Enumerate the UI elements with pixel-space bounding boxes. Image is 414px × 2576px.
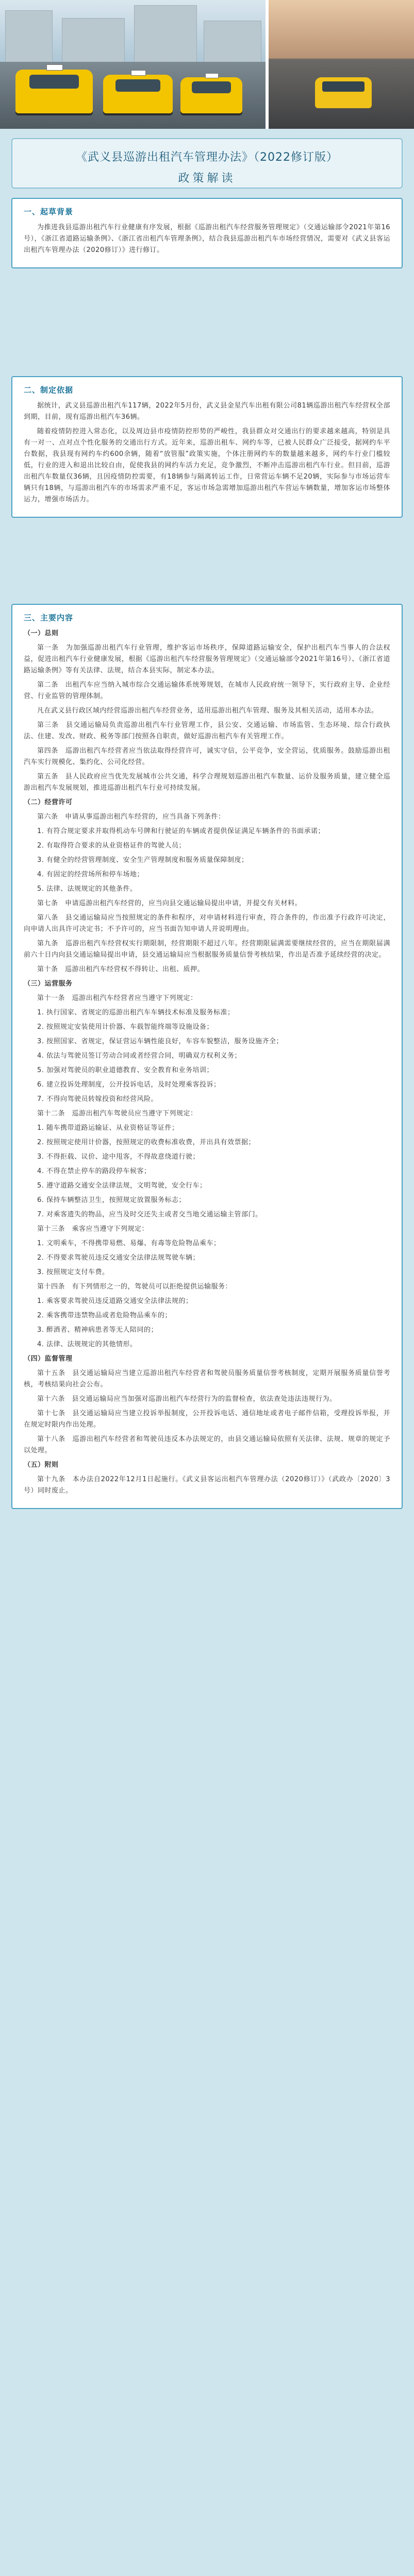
paragraph: 4. 不得在禁止停车的路段停车候客； bbox=[37, 1167, 151, 1175]
paragraph: 7. 不得向驾驶员转嫁投资和经营风险。 bbox=[37, 1095, 158, 1103]
paragraph: 3. 按照规定支付车费。 bbox=[37, 1268, 109, 1276]
paragraph: 7. 对乘客遗失的物品，应当及时交还失主或者交当地交通运输主管部门。 bbox=[37, 1211, 262, 1218]
paragraph: 1. 随车携带道路运输证、从业资格证等证件； bbox=[37, 1124, 179, 1132]
subsection-heading: （三）运营服务 bbox=[24, 980, 73, 988]
section-basis bbox=[11, 376, 403, 518]
subsection-heading: （五）附则 bbox=[24, 1461, 59, 1469]
paragraph: 据统计，武义县巡游出租汽车117辆，2022年5月份，武义县金星汽车出租有限公司81辆巡游出租汽车经营权全部到期，目前，现有巡游出租汽车36辆。 bbox=[24, 402, 390, 421]
paragraph: 第十四条 有下列情形之一的，驾驶员可以拒绝提供运输服务： bbox=[37, 1283, 233, 1291]
building bbox=[204, 21, 261, 68]
subsection-heading: （二）经营许可 bbox=[24, 799, 73, 806]
taxi-icon bbox=[103, 75, 173, 113]
taxi-photo bbox=[266, 0, 414, 129]
paragraph: 1. 执行国家、省规定的巡游出租汽车车辆技术标准及服务标准； bbox=[37, 1009, 235, 1016]
subsection-heading: （一）总则 bbox=[24, 630, 59, 637]
paragraph: 第十五条 县交通运输局应当建立巡游出租汽车经营者和驾驶员服务质量信誉考核制度，定期开展服务质量信誉考核，考核结果向社会公布。 bbox=[24, 1369, 390, 1388]
paragraph: 2. 不得要求驾驶员违反交通安全法律法规驾驶车辆； bbox=[37, 1254, 200, 1262]
paragraph: 第八条 县交通运输局应当按照规定的条件和程序，对申请材料进行审查，符合条件的，作出准予行政许可决定，向申请人出具许可决定书；不予许可的，应当书面告知申请人并说明理由。 bbox=[24, 914, 390, 933]
paragraph: 5. 遵守道路交通安全法律法规，文明驾驶，安全行车； bbox=[37, 1182, 207, 1190]
header-photo bbox=[0, 0, 414, 129]
paragraph: 3. 有健全的经营管理制度、安全生产管理制度和服务质量保障制度； bbox=[37, 856, 249, 864]
section-heading: 二、制定依据 bbox=[24, 385, 74, 395]
paragraph: 第十一条 巡游出租汽车经营者应当遵守下列规定： bbox=[37, 994, 197, 1002]
paragraph: 6. 保持车辆整洁卫生，按照规定放置服务标志； bbox=[37, 1196, 186, 1204]
paragraph: 2. 按照规定使用计价器，按照规定的收费标准收费，并出具有效票据； bbox=[37, 1139, 256, 1146]
paragraph: 4. 依法与驾驶员签订劳动合同或者经营合同，明确双方权利义务； bbox=[37, 1052, 242, 1060]
title-banner bbox=[11, 138, 403, 189]
paragraph: 第七条 申请巡游出租汽车经营的，应当向县交通运输局提出申请，并提交有关材料。 bbox=[37, 900, 302, 907]
taxi-icon bbox=[315, 77, 372, 108]
section-heading: 一、起草背景 bbox=[24, 207, 74, 216]
subsection-heading: （四）监督管理 bbox=[24, 1355, 73, 1363]
paragraph: 2. 有取得符合要求的从业资格证件的驾驶人员； bbox=[37, 842, 186, 850]
paragraph: 第十条 巡游出租汽车经营权不得转让、出租、质押。 bbox=[37, 965, 205, 973]
paragraph: 2. 按照规定安装使用计价器、车载智能终端等设施设备； bbox=[37, 1023, 214, 1031]
paragraph: 为推进我县巡游出租汽车行业健康有序发展，根据《巡游出租汽车经营服务管理规定》（交通运输部令2021年第16号），《浙江省道路运输条例》、《浙江省出租汽车管理条例》，结合我县巡游出租汽车市场经营情况，需要对《武义县客运出租汽车管理办法（2020修订）》进行修订。 bbox=[24, 224, 390, 254]
paragraph: 第一条 为加强巡游出租汽车行业管理，维护客运市场秩序，保障道路运输安全，保护出租汽车当事人的合法权益，促进出租汽车行业健康发展，根据《巡游出租汽车经营服务管理规定》（交通运输部令2021年第16号）、《浙江省道路运输条例》等有关法律、法规，结合本县实际，制定本办法。 bbox=[24, 644, 390, 674]
paragraph: 5. 法律、法规规定的其他条件。 bbox=[37, 885, 137, 893]
page-title: 《武义县巡游出租汽车管理办法》（2022修订版） bbox=[76, 151, 338, 164]
paragraph: 6. 建立投诉处理制度，公开投诉电话，及时处理乘客投诉； bbox=[37, 1081, 221, 1089]
paragraph: 3. 不得拒载、议价、途中甩客，不得故意绕道行驶； bbox=[37, 1153, 200, 1161]
paragraph: 第十二条 巡游出租汽车驾驶员应当遵守下列规定： bbox=[37, 1110, 197, 1117]
section-body bbox=[24, 628, 390, 1497]
paragraph: 第十三条 乘客应当遵守下列规定： bbox=[37, 1225, 149, 1233]
building bbox=[5, 10, 53, 68]
building bbox=[134, 5, 197, 68]
paragraph: 第十六条 县交通运输局应当加强对巡游出租汽车经营行为的监督检查，依法查处违法违规行为。 bbox=[37, 1395, 337, 1403]
taxi-icon bbox=[15, 70, 93, 113]
paragraph: 第二条 出租汽车应当纳入城市综合交通运输体系统筹规划，在城市人民政府统一领导下，实行政府主导、企业经营、行业监管的管理体制。 bbox=[24, 681, 390, 700]
paragraph: 5. 加强对驾驶员的职业道德教育、安全教育和业务培训； bbox=[37, 1066, 214, 1074]
paragraph: 第三条 县交通运输局负责巡游出租汽车行业管理工作，县公安、交通运输、市场监管、生态环境、综合行政执法、住建、发改、财政、税务等部门按照各自职责，做好巡游出租汽车有关管理工作。 bbox=[24, 721, 390, 740]
paragraph: 第九条 巡游出租汽车经营权实行期限制，经营期限不超过八年。经营期限届满需要继续经营的，应当在期限届满前六十日内向县交通运输局提出申请，县交通运输局应当根据服务质量信誉考核结果，作出是否准予延续经营的决定。 bbox=[24, 940, 390, 959]
paragraph: 第六条 申请从事巡游出租汽车经营的，应当具备下列条件： bbox=[37, 813, 225, 821]
paragraph: 第四条 巡游出租汽车经营者应当依法取得经营许可，诚实守信，公平竞争，安全营运，优质服务。鼓励巡游出租汽车实行规模化、集约化、公司化经营。 bbox=[24, 747, 390, 766]
paragraph: 2. 乘客携带违禁物品或者危险物品乘车的； bbox=[37, 1312, 172, 1319]
section-background bbox=[11, 198, 403, 268]
paragraph: 随着疫情防控进入常态化，以及周边县市疫情防控形势的严峻性，我县群众对交通出行的要求越来越高，特别是具有一对一、点对点个性化服务的交通出行方式。近年来，巡游出租车、网约车等，已被人民群众广泛接受，据网约车平台数据，我县现有网约车约600余辆，随着“放管服”政策实施，个体注册网约车的数量越来越多，网约车行业门槛较低，行业的进入和退出比较自由，促使我县的网约车活力充足，竞争激烈，不断冲击巡游出租汽车行业。但目前，巡游出租汽车数量仅36辆，且因疫情防控需要，有18辆参与隔离转运工作，日常营运车辆不足20辆，实际参与市场运营车辆只有18辆，与巡游出租汽车的市场需求严重不足，客运市场急需增加巡游出租汽车营运车辆数量，增加客运市场整体运力，增强市场活力。 bbox=[24, 428, 390, 503]
paragraph: 4. 有固定的经营场所和停车场地； bbox=[37, 871, 144, 878]
section-main-content bbox=[11, 604, 403, 1509]
taxi-icon bbox=[180, 77, 242, 113]
paragraph: 1. 文明乘车，不得携带易燃、易爆、有毒等危险物品乘车； bbox=[37, 1240, 221, 1247]
page-subtitle: 政策解读 bbox=[178, 172, 236, 185]
paragraph: 第十九条 本办法自2022年12月1日起施行。《武义县客运出租汽车管理办法（2020修订）》（武政办〔2020〕3号）同时废止。 bbox=[24, 1476, 390, 1495]
paragraph: 第十七条 县交通运输局应当建立投诉举报制度，公开投诉电话、通信地址或者电子邮件信箱，受理投诉举报，并在规定时限内作出处理。 bbox=[24, 1410, 390, 1429]
paragraph: 1. 有符合规定要求并取得机动车号牌和行驶证的车辆或者提供保证满足车辆条件的书面承诺； bbox=[37, 827, 325, 835]
paragraph: 3. 按照国家、省规定，保证营运车辆性能良好，车容车貌整洁，服务设施齐全； bbox=[37, 1038, 284, 1045]
paragraph: 第五条 县人民政府应当优先发展城市公共交通，科学合理规划巡游出租汽车数量、运价及服务质量，建立健全巡游出租汽车发展规划，推进巡游出租汽车行业可持续发展。 bbox=[24, 773, 390, 792]
paragraph: 凡在武义县行政区域内经营巡游出租汽车经营业务，适用巡游出租汽车管理、服务及其相关活动，适用本办法。 bbox=[37, 707, 378, 715]
paragraph: 第十八条 巡游出租汽车经营者和驾驶员违反本办法规定的，由县交通运输局依照有关法律、法规、规章的规定予以处理。 bbox=[24, 1435, 390, 1454]
paragraph: 1. 乘客要求驾驶员违反道路交通安全法律法规的； bbox=[37, 1297, 193, 1305]
building bbox=[62, 18, 125, 68]
section-heading: 三、主要内容 bbox=[24, 613, 74, 622]
paragraph: 4. 法律、法规规定的其他情形。 bbox=[37, 1341, 137, 1348]
paragraph: 3. 醉酒者、精神病患者等无人陪同的； bbox=[37, 1326, 158, 1334]
